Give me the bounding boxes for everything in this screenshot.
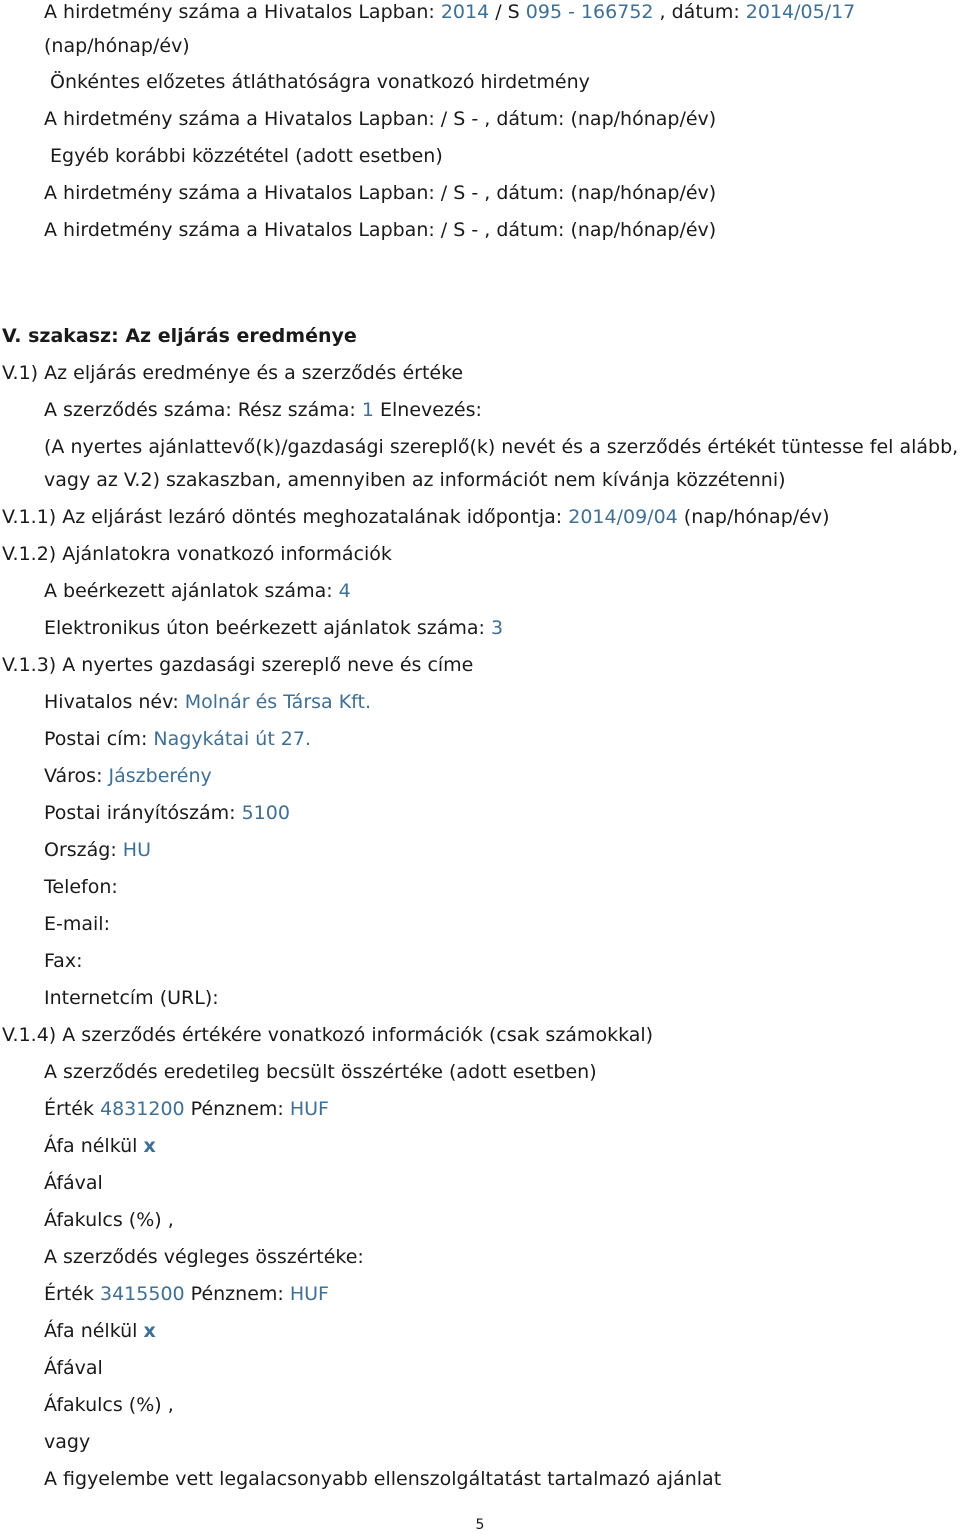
notice-year: 2014 (440, 1, 490, 23)
postal-address: Nagykátai út 27. (153, 728, 312, 750)
label-text: Hivatalos név: (44, 691, 185, 713)
zip-line (44, 801, 290, 825)
eoffers-count-line (44, 616, 503, 640)
city: Jászberény (108, 765, 212, 787)
section-title: V. szakasz: Az eljárás eredménye (2, 325, 357, 347)
currency: HUF (289, 1283, 329, 1305)
or-label: vagy (44, 1431, 91, 1453)
page-number: 5 (475, 1517, 485, 1533)
v12-heading: V.1.2) Ajánlatokra vonatkozó információk (2, 543, 392, 565)
postal-code: 5100 (241, 802, 290, 824)
without-vat-mark: x (143, 1320, 156, 1342)
note-line: vagy az V.2) szakaszban, amennyiben az információt nem kívánja közzétenni) (44, 469, 786, 491)
offers-count-line (44, 579, 351, 603)
est-without-vat-line (44, 1134, 156, 1158)
phone-label: Telefon: (44, 876, 118, 898)
label-text: Postai irányítószám: (44, 802, 242, 824)
label-text: Pénznem: (184, 1098, 290, 1120)
notice-date: 2014/05/17 (745, 1, 856, 23)
est-with-vat-label: Áfával (44, 1172, 103, 1194)
label-text: A beérkezett ajánlatok száma: (44, 580, 339, 602)
label-text: / S (489, 1, 526, 23)
country-line (44, 838, 151, 862)
note-line: (A nyertes ajánlattevő(k)/gazdasági szereplő(k) nevét és a szerződés értékét tüntesse fel alább, (44, 436, 959, 458)
official-name-line (44, 690, 371, 714)
other-publication-heading: Egyéb korábbi közzététel (adott esetben) (50, 145, 443, 167)
notice-number-line: A hirdetmény száma a Hivatalos Lapban: / S - , dátum: (nap/hónap/év) (44, 108, 717, 130)
decision-date-line (2, 505, 830, 529)
fin-with-vat-label: Áfával (44, 1357, 103, 1379)
label-text: , dátum: (653, 1, 746, 23)
estimated-value-line (44, 1097, 329, 1121)
offers-count: 4 (338, 580, 351, 602)
url-label: Internetcím (URL): (44, 987, 219, 1009)
eoffers-count: 3 (490, 617, 504, 639)
notice-number-line: A hirdetmény száma a Hivatalos Lapban: / S - , dátum: (nap/hónap/év) (44, 182, 717, 204)
label-text: Áfa nélkül (44, 1320, 144, 1342)
final-value: 3415500 (100, 1283, 185, 1305)
notice-number-line (44, 0, 855, 24)
date-format-note: (nap/hónap/év) (44, 35, 190, 57)
label-text: Város: (44, 765, 109, 787)
decision-date: 2014/09/04 (568, 506, 678, 528)
final-value-line (44, 1282, 329, 1306)
postal-address-line (44, 727, 311, 751)
label-text: Érték (44, 1283, 100, 1305)
country: HU (122, 839, 151, 861)
label-text: Elektronikus úton beérkezett ajánlatok száma: (44, 617, 491, 639)
fin-without-vat-line (44, 1319, 156, 1343)
est-vat-rate-label: Áfakulcs (%) , (44, 1209, 174, 1231)
fin-vat-rate-label: Áfakulcs (%) , (44, 1394, 174, 1416)
currency: HUF (289, 1098, 329, 1120)
final-value-label: A szerződés végleges összértéke: (44, 1246, 364, 1268)
email-label: E-mail: (44, 913, 110, 935)
notice-number-line: A hirdetmény száma a Hivatalos Lapban: / S - , dátum: (nap/hónap/év) (44, 219, 717, 241)
label-text: Postai cím: (44, 728, 154, 750)
label-text: Ország: (44, 839, 123, 861)
official-name: Molnár és Társa Kft. (184, 691, 372, 713)
estimated-value-label: A szerződés eredetileg becsült összértéke (adott esetben) (44, 1061, 597, 1083)
lowest-offer-label: A figyelembe vett legalacsonyabb ellenszolgáltatást tartalmazó ajánlat (44, 1468, 722, 1490)
lot-number: 1 (361, 399, 374, 421)
v1-heading: V.1) Az eljárás eredménye és a szerződés értéke (2, 362, 464, 384)
city-line (44, 764, 212, 788)
contract-number-line (44, 398, 482, 422)
label-text: (nap/hónap/év) (677, 506, 830, 528)
v14-heading: V.1.4) A szerződés értékére vonatkozó információk (csak számokkal) (2, 1024, 654, 1046)
notice-number: 095 - 166752 (525, 1, 654, 23)
label-text: Érték (44, 1098, 100, 1120)
fax-label: Fax: (44, 950, 83, 972)
v13-heading: V.1.3) A nyertes gazdasági szereplő neve és címe (2, 654, 474, 676)
label-text: A szerződés száma: Rész száma: (44, 399, 362, 421)
label-text: Áfa nélkül (44, 1135, 144, 1157)
label-text: Elnevezés: (373, 399, 482, 421)
label-text: Pénznem: (184, 1283, 290, 1305)
label-text: V.1.1) Az eljárást lezáró döntés meghozatalának időpontja: (2, 506, 569, 528)
label-text: A hirdetmény száma a Hivatalos Lapban: (44, 1, 441, 23)
estimated-value: 4831200 (100, 1098, 185, 1120)
without-vat-mark: x (143, 1135, 156, 1157)
voluntary-notice-heading: Önkéntes előzetes átláthatóságra vonatkozó hirdetmény (50, 71, 590, 93)
